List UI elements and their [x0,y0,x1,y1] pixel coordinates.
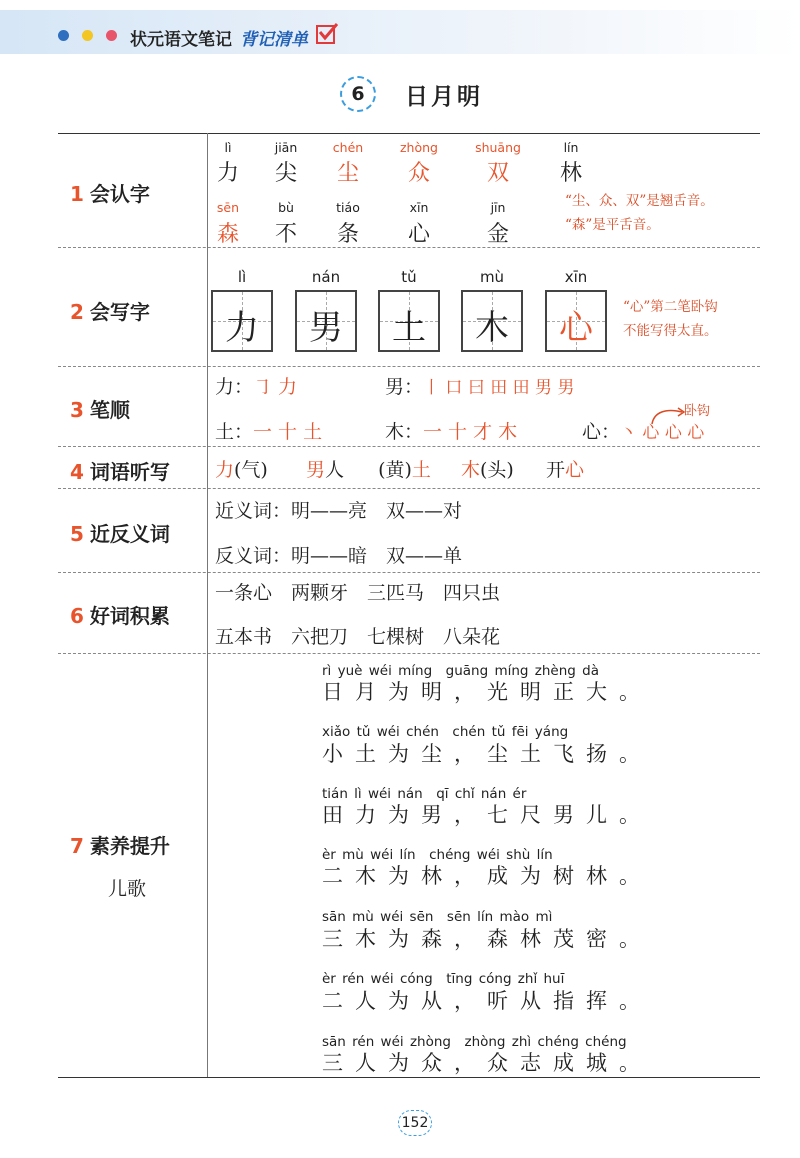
lesson-title: 日月明 [405,84,483,110]
section-label [70,518,170,547]
divider [58,446,760,447]
section-label [70,456,170,485]
poem-line: 三木为森，森林茂密。 [322,927,652,951]
dictation-char: 人 [324,459,344,481]
char-label: 男： [385,376,424,398]
pinyin: chén [332,140,364,155]
lesson-number: 6 [340,76,376,112]
poem-pinyin: rì yuè wéi míng guāng míng zhèng dà [322,663,599,679]
hanzi: 林 [559,161,582,186]
poem-line: 田力为男，七尺男儿。 [322,803,652,827]
poem-pinyin: èr rén wéi cóng tīng cóng zhǐ huī [322,971,565,987]
pinyin: shuāng [475,140,521,155]
section-title: 笔顺 [89,398,130,422]
check-mark-icon [317,22,339,44]
strokes: 一 十 才 木 [423,421,518,443]
pink-dot-icon [106,30,117,41]
poem-line: 三人为众，众志成城。 [322,1051,652,1075]
dictation-char: 男 [305,459,325,481]
hanzi: 双 [486,161,509,186]
divider [58,653,760,654]
pinyin: sēn [216,200,240,215]
hanzi: 尖 [274,161,297,186]
top-rule [58,133,760,134]
char-label: 力： [215,376,254,398]
page-number: 152 [398,1110,432,1136]
divider [58,488,760,489]
section-title: 好词积累 [89,604,170,628]
pinyin: tiáo [336,200,360,215]
strokes: ㇆ 力 [253,376,298,398]
pinyin: xīn [409,200,429,215]
section-label [70,178,150,207]
writing-note: 不能写得太直。 [623,323,718,339]
dictation-char: 土 [411,459,431,481]
phrase-line: 五本书 六把刀 七棵树 八朵花 [215,626,501,648]
hanzi: 尘 [336,161,359,186]
section-number: 3 [70,398,84,422]
header-banner [0,10,800,54]
section-number: 2 [70,300,84,324]
poem-line: 日月为明，光明正大。 [322,680,652,704]
write-char: 土 [392,308,426,348]
section-title: 词语听写 [89,460,170,484]
hanzi: 不 [274,222,297,247]
strokes: 丨 口 曰 田 田 男 男 [423,378,575,398]
phrase-line: 一条心 两颗牙 三匹马 四只虫 [215,582,501,604]
pinyin: nán [311,268,341,286]
dictation-char: 力 [215,459,235,481]
pinyin: lín [563,140,579,155]
poem-pinyin: tián lì wéi nán qī chǐ nán ér [322,786,527,802]
hanzi: 森 [216,222,239,247]
book-title: 状元语文笔记 [130,30,232,50]
writing-grid [378,290,440,352]
hanzi: 条 [336,222,359,247]
section-label [70,600,170,629]
section-title: 会写字 [89,300,150,324]
checkbox-icon [316,25,335,44]
stroke-order [215,372,297,399]
hanzi: 众 [407,161,430,186]
writing-note: “心”第二笔卧钩 [623,299,718,315]
stroke-order [215,417,322,444]
writing-grid [295,290,357,352]
divider [58,572,760,573]
char-label: 心： [582,421,621,443]
poem-pinyin: èr mù wéi lín chéng wéi shù lín [322,847,553,863]
poem-line: 小土为尘，尘土飞扬。 [322,742,652,766]
synonym-line: 近义词：明——亮 双——对 [215,500,463,522]
poem-pinyin: sān rén wéi zhòng zhòng zhì chéng chéng [322,1034,627,1050]
section-number: 1 [70,182,84,206]
pinyin: zhòng [400,140,438,155]
section-number: 6 [70,604,84,628]
section-number: 5 [70,522,84,546]
section-title: 近反义词 [89,522,170,546]
tone-note: “尘、众、双”是翘舌音。 [565,193,714,209]
arrow-icon [648,404,688,428]
stroke-order [385,417,517,444]
char-label: 木： [385,421,424,443]
antonym-line: 反义词：明——暗 双——单 [215,545,463,567]
section-title: 会认字 [89,182,150,206]
dictation-char: (气) [234,459,268,481]
hook-note: 卧钩 [684,404,711,419]
dictation-char: (黄) [378,459,412,481]
pinyin: tǔ [401,268,417,286]
section-number: 4 [70,460,84,484]
char-label: 土： [215,421,254,443]
dictation-char: 开 [545,459,565,481]
pinyin: mù [479,268,505,286]
section-label [70,296,150,325]
bottom-rule [58,1077,760,1078]
dictation-char: 心 [564,459,584,481]
writing-grid [211,290,273,352]
pinyin: lì [237,268,247,286]
section-label [70,830,170,859]
divider [58,366,760,367]
writing-grid [461,290,523,352]
writing-grid [545,290,607,352]
book-subtitle: 背记清单 [240,30,308,50]
pinyin: lì [224,140,232,155]
strokes: 丶 心 心 心 [620,423,705,443]
hanzi: 力 [216,161,239,186]
yellow-dot-icon [82,30,93,41]
poem-pinyin: xiǎo tǔ wéi chén chén tǔ fēi yáng [322,724,569,740]
pinyin: jīn [490,200,506,215]
strokes: 一 十 土 [253,421,323,443]
poem-line: 二木为林，成为树林。 [322,864,652,888]
stroke-order [385,372,574,399]
write-char: 心 [559,308,593,348]
tone-note: “森”是平舌音。 [565,217,660,233]
pinyin: jiān [274,140,298,155]
section-label [70,394,130,423]
hanzi: 心 [407,222,430,247]
hanzi: 金 [486,222,509,247]
pinyin: xīn [564,268,588,286]
write-char: 木 [475,308,509,348]
write-char: 力 [225,308,259,348]
pinyin: bù [278,200,294,215]
dictation-char: 木 [461,459,481,481]
dictation-line [215,455,584,482]
poem-pinyin: sān mù wéi sēn sēn lín mào mì [322,909,553,925]
write-char: 男 [309,308,343,348]
dictation-char: (头) [480,459,514,481]
poem-line: 二人为从，听从指挥。 [322,989,652,1013]
blue-dot-icon [58,30,69,41]
section-number: 7 [70,834,84,858]
section-title: 素养提升 [89,834,170,858]
sub-label: 儿歌 [108,878,147,900]
